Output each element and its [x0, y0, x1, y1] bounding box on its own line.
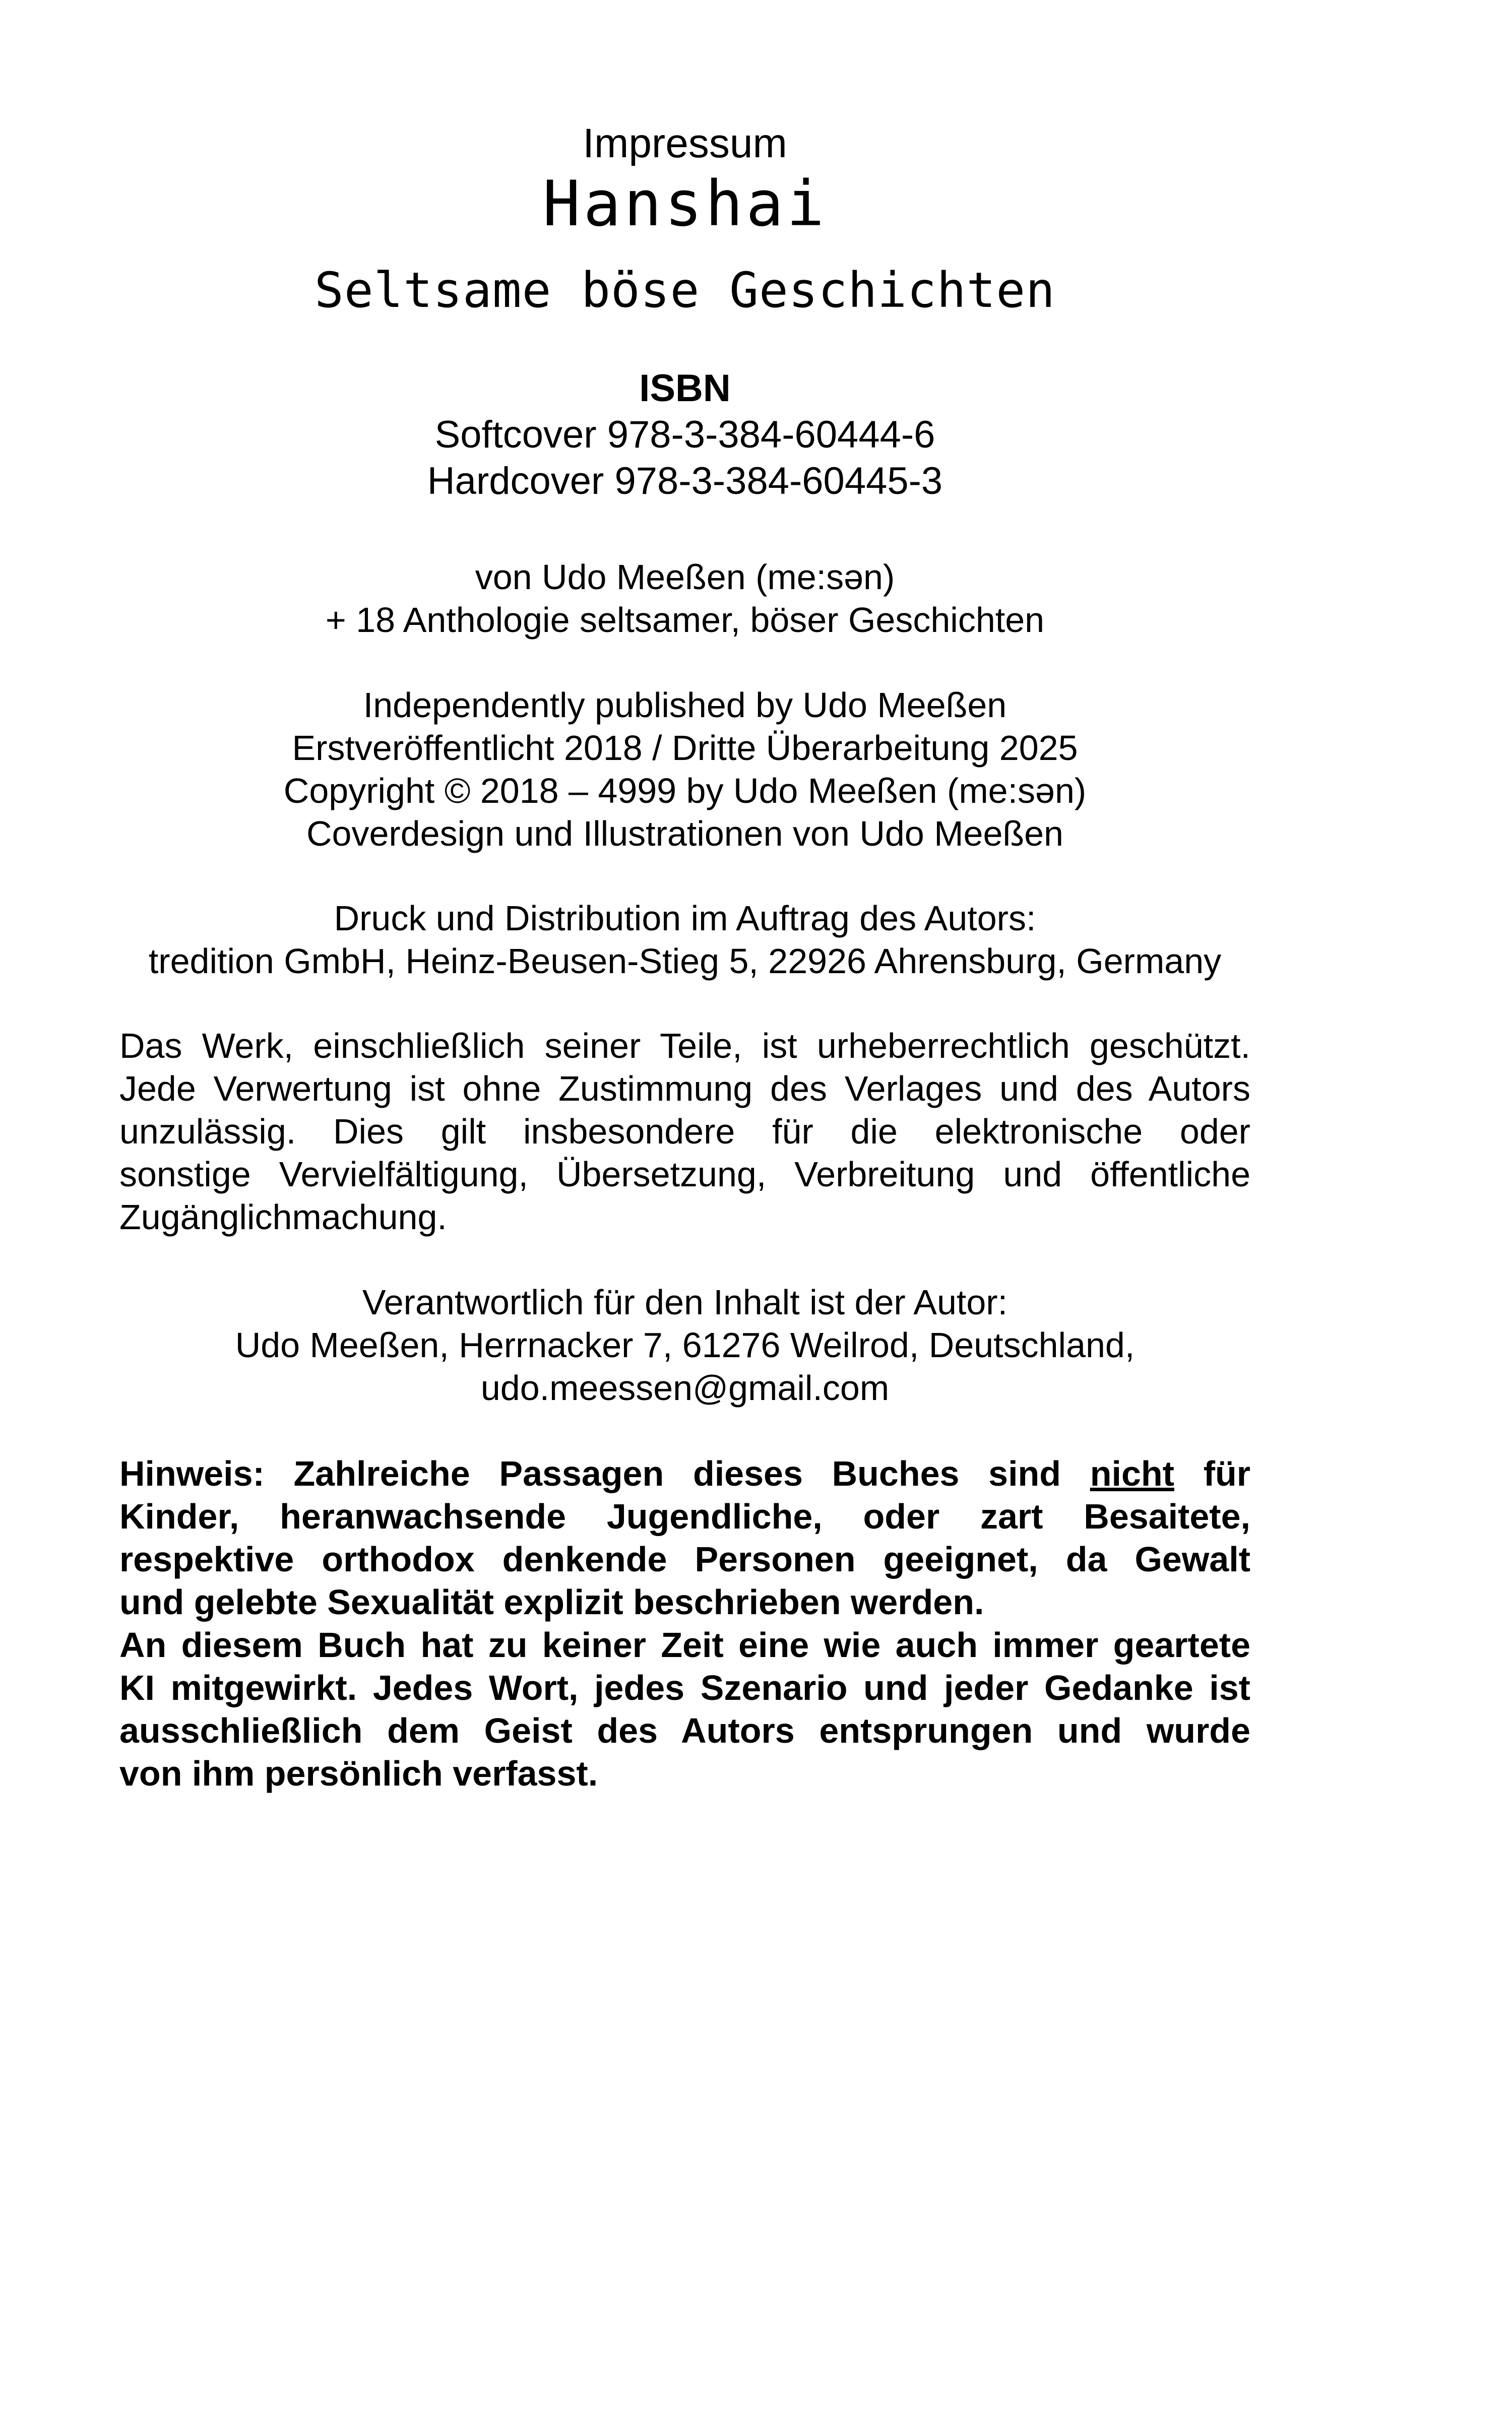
notice-line-1-post: für	[1203, 1454, 1251, 1493]
copyright-notice-paragraph	[119, 1025, 1250, 1239]
distribution-section	[119, 897, 1250, 983]
notice-line-1	[119, 1452, 1250, 1495]
notice-emphasis: nicht	[1090, 1454, 1174, 1493]
responsible-email[interactable]: udo.meessen@gmail.com	[480, 1368, 890, 1408]
distribution-heading: Druck und Distribution im Auftrag des Autors:	[334, 899, 1036, 938]
notice-line: und gelebte Sexualität explizit beschrieben werden.	[119, 1582, 984, 1622]
notice-line-1-pre: Hinweis: Zahlreiche Passagen dieses Buches sind	[119, 1454, 1061, 1493]
content-warning-paragraph	[119, 1452, 1250, 1795]
copyright-notice-line: unzulässig. Dies gilt insbesondere für die elektronische oder	[119, 1112, 1250, 1151]
notice-line: von ihm persönlich verfasst.	[119, 1754, 598, 1793]
isbn-section	[119, 365, 1250, 504]
book-title-block	[119, 169, 1250, 239]
cover-design-line: Coverdesign und Illustrationen von Udo Meeßen	[306, 814, 1063, 853]
book-subtitle: Seltsame böse Geschichten	[314, 262, 1055, 319]
book-title: Hanshai	[542, 168, 828, 240]
notice-line: An diesem Buch hat zu keiner Zeit eine wie auch immer geartete	[119, 1625, 1250, 1665]
responsible-section	[119, 1281, 1250, 1410]
impressum-heading: Impressum	[583, 120, 787, 166]
copyright-notice-line: Zugänglichmachung.	[119, 1197, 447, 1237]
isbn-softcover: Softcover 978-3-384-60444-6	[434, 413, 935, 456]
copyright-notice-line: Jede Verwertung ist ohne Zustimmung des Verlages und des Autors	[119, 1069, 1250, 1108]
author-line: von Udo Meeßen (me:sən)	[475, 557, 895, 597]
anthology-line: + 18 Anthologie seltsamer, böser Geschichten	[325, 600, 1045, 640]
published-by-line: Independently published by Udo Meeßen	[363, 685, 1007, 725]
publishing-section	[119, 684, 1250, 855]
responsible-heading: Verantwortlich für den Inhalt ist der Autor:	[362, 1283, 1008, 1322]
copyright-notice-line: sonstige Vervielfältigung, Übersetzung, Verbreitung und öffentliche	[119, 1155, 1250, 1194]
distribution-address: tredition GmbH, Heinz-Beusen-Stieg 5, 22926 Ahrensburg, Germany	[148, 941, 1222, 981]
notice-line: ausschließlich dem Geist des Autors entsprungen und wurde	[119, 1711, 1250, 1750]
author-section	[119, 556, 1250, 642]
notice-line: Kinder, heranwachsende Jugendliche, oder zart Besaitete,	[119, 1497, 1250, 1536]
header	[119, 118, 1250, 169]
responsible-address: Udo Meeßen, Herrnacker 7, 61276 Weilrod, Deutschland,	[235, 1325, 1135, 1365]
book-subtitle-block	[119, 262, 1250, 319]
copyright-line: Copyright © 2018 – 4999 by Udo Meeßen (me:sən)	[283, 771, 1087, 810]
notice-line: KI mitgewirkt. Jedes Wort, jedes Szenario und jeder Gedanke ist	[119, 1668, 1250, 1707]
first-published-line: Erstveröffentlicht 2018 / Dritte Überarbeitung 2025	[292, 728, 1078, 768]
isbn-heading: ISBN	[639, 367, 731, 410]
isbn-hardcover: Hardcover 978-3-384-60445-3	[427, 460, 943, 502]
copyright-notice-line: Das Werk, einschließlich seiner Teile, ist urheberrechtlich geschützt.	[119, 1026, 1250, 1065]
notice-line: respektive orthodox denkende Personen geeignet, da Gewalt	[119, 1540, 1250, 1579]
